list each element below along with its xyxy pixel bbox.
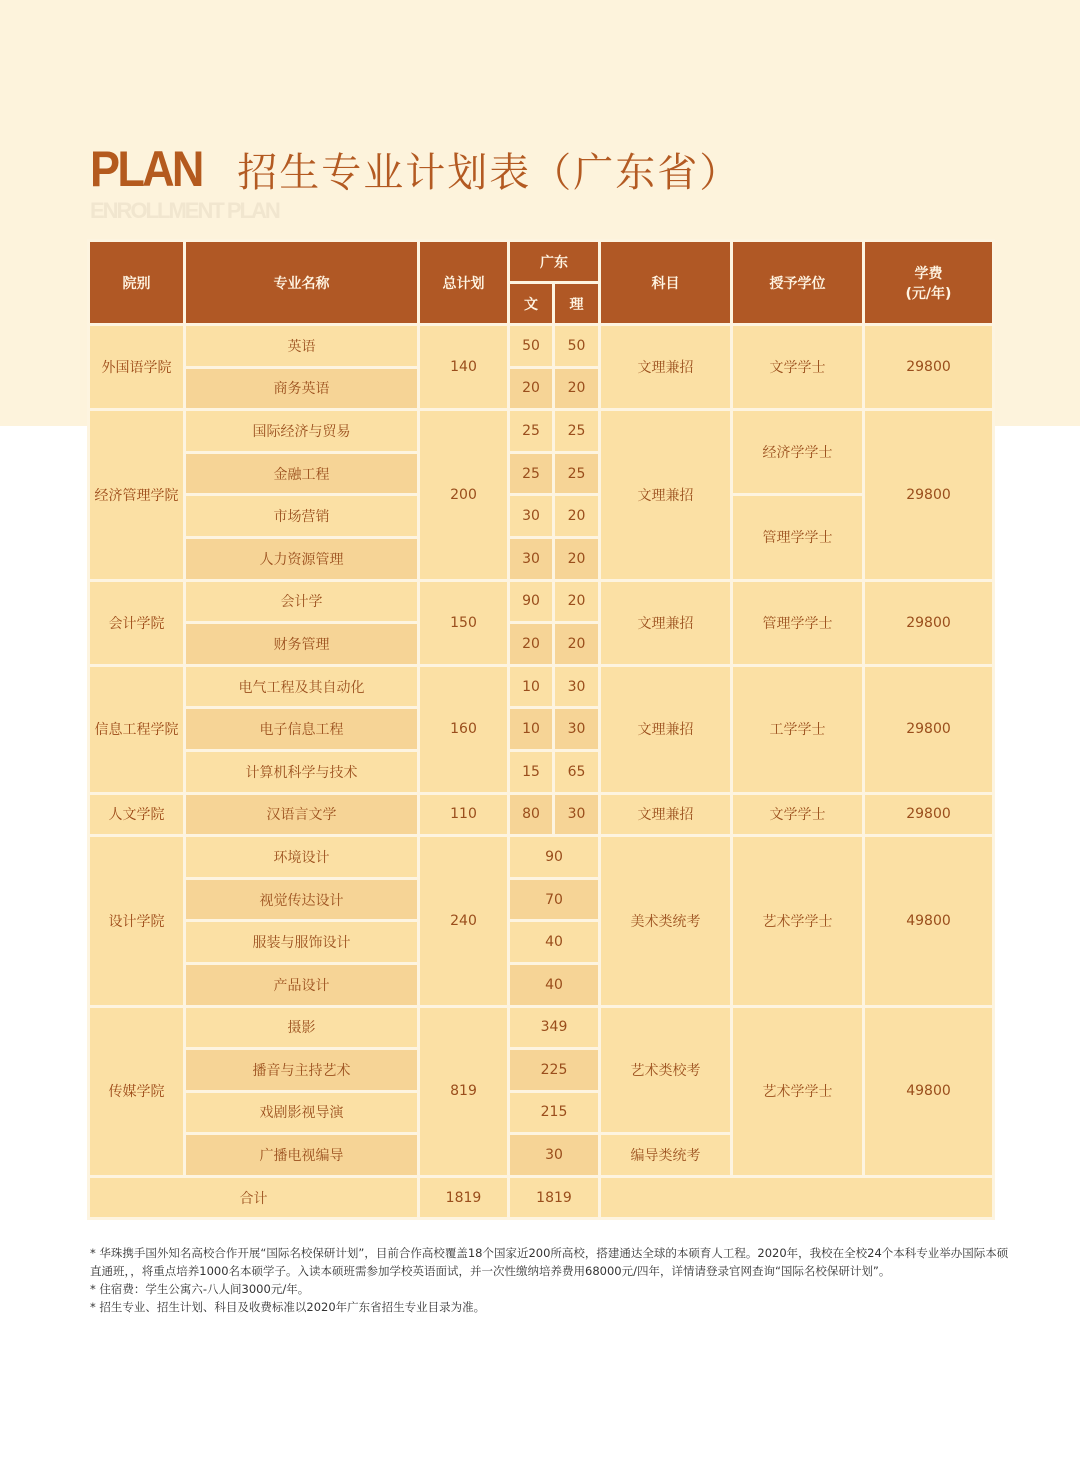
table-row <box>89 325 994 368</box>
major-cell: 人力资源管理 <box>185 537 419 580</box>
dept-cell: 经济管理学院 <box>89 410 185 580</box>
fee-cell: 49800 <box>864 836 994 1006</box>
li-cell: 25 <box>554 452 600 495</box>
major-cell: 商务英语 <box>185 367 419 410</box>
major-cell: 环境设计 <box>185 836 419 879</box>
wen-cell: 20 <box>509 623 554 666</box>
fee-cell: 29800 <box>864 793 994 836</box>
fee-cell: 29800 <box>864 580 994 665</box>
wen-cell: 30 <box>509 495 554 538</box>
subject-cell: 文理兼招 <box>600 325 732 410</box>
header-li: 理 <box>554 283 600 325</box>
total-cell: 150 <box>419 580 509 665</box>
major-cell: 电子信息工程 <box>185 708 419 751</box>
li-cell: 20 <box>554 537 600 580</box>
count-cell: 70 <box>509 878 600 921</box>
table-row <box>89 495 994 538</box>
major-cell: 视觉传达设计 <box>185 878 419 921</box>
major-cell: 汉语言文学 <box>185 793 419 836</box>
major-cell: 市场营销 <box>185 495 419 538</box>
degree-cell: 管理学学士 <box>732 495 864 580</box>
fee-cell: 29800 <box>864 665 994 793</box>
header-region: 广东 <box>509 241 600 283</box>
major-cell: 播音与主持艺术 <box>185 1049 419 1092</box>
major-cell: 电气工程及其自动化 <box>185 665 419 708</box>
header-total: 总计划 <box>419 241 509 325</box>
dept-cell: 会计学院 <box>89 580 185 665</box>
total-row <box>89 1176 994 1219</box>
count-cell: 40 <box>509 921 600 964</box>
major-cell: 金融工程 <box>185 452 419 495</box>
degree-cell: 工学学士 <box>732 665 864 793</box>
li-cell: 30 <box>554 793 600 836</box>
dept-cell: 设计学院 <box>89 836 185 1006</box>
chinese-title: 招生专业计划表（广东省） <box>237 149 742 196</box>
subject-cell: 美术类统考 <box>600 836 732 1006</box>
li-cell: 30 <box>554 665 600 708</box>
total-cell: 110 <box>419 793 509 836</box>
major-cell: 产品设计 <box>185 963 419 1006</box>
fee-cell: 29800 <box>864 410 994 580</box>
wen-cell: 10 <box>509 708 554 751</box>
note-program: * 华珠携手国外知名高校合作开展“国际名校保研计划”，目前合作高校覆盖18个国家近200所高校，搭建通达全球的本硕育人工程。2020年，我校在全校24个本科专业举办国际本硕直通班，，将重点培养1000名本硕学子。入读本硕班需参加学校英语面试，并一次性缴纳培养费用68000元/四年，详情请登录官网查询“国际名校保研计划”。 <box>90 1246 1009 1278</box>
total-cell: 200 <box>419 410 509 580</box>
table-row <box>89 665 994 708</box>
fee-cell: 29800 <box>864 325 994 410</box>
subject-cell: 文理兼招 <box>600 580 732 665</box>
plan-heading: PLAN <box>90 141 202 197</box>
total-cell: 140 <box>419 325 509 410</box>
li-cell: 20 <box>554 367 600 410</box>
header-degree: 授予学位 <box>732 241 864 325</box>
wen-cell: 90 <box>509 580 554 623</box>
major-cell: 财务管理 <box>185 623 419 666</box>
wen-cell: 30 <box>509 537 554 580</box>
count-cell: 349 <box>509 1006 600 1049</box>
dept-cell: 信息工程学院 <box>89 665 185 793</box>
grand-total: 1819 <box>419 1176 509 1219</box>
note-disclaimer: * 招生专业、招生计划、科目及收费标准以2020年广东省招生专业目录为准。 <box>90 1300 486 1314</box>
count-cell: 40 <box>509 963 600 1006</box>
major-cell: 计算机科学与技术 <box>185 750 419 793</box>
region-total: 1819 <box>509 1176 600 1219</box>
li-cell: 65 <box>554 750 600 793</box>
li-cell: 20 <box>554 623 600 666</box>
wen-cell: 80 <box>509 793 554 836</box>
header-major: 专业名称 <box>185 241 419 325</box>
count-cell: 225 <box>509 1049 600 1092</box>
wen-cell: 25 <box>509 452 554 495</box>
degree-cell: 文学学士 <box>732 325 864 410</box>
li-cell: 20 <box>554 580 600 623</box>
degree-cell: 艺术学学士 <box>732 836 864 1006</box>
wen-cell: 15 <box>509 750 554 793</box>
li-cell: 50 <box>554 325 600 368</box>
li-cell: 25 <box>554 410 600 453</box>
degree-cell: 经济学学士 <box>732 410 864 495</box>
major-cell: 会计学 <box>185 580 419 623</box>
total-cell: 240 <box>419 836 509 1006</box>
footnotes <box>90 1244 1010 1316</box>
english-subtitle: ENROLLMENT PLAN <box>90 198 279 223</box>
li-cell: 20 <box>554 495 600 538</box>
table-row <box>89 410 994 453</box>
total-cell: 160 <box>419 665 509 793</box>
dept-cell: 人文学院 <box>89 793 185 836</box>
subject-cell: 文理兼招 <box>600 793 732 836</box>
fee-cell: 49800 <box>864 1006 994 1176</box>
total-blank <box>600 1176 994 1219</box>
count-cell: 215 <box>509 1091 600 1134</box>
header-fee-label: 学费 <box>914 265 943 282</box>
subject-cell: 编导类统考 <box>600 1134 732 1177</box>
dept-cell: 外国语学院 <box>89 325 185 410</box>
header-dept: 院别 <box>89 241 185 325</box>
table-row <box>89 1006 994 1049</box>
dept-cell: 传媒学院 <box>89 1006 185 1176</box>
header-fee-unit: (元/年) <box>905 285 952 302</box>
page-title <box>90 140 741 198</box>
total-label: 合计 <box>89 1176 419 1219</box>
table-row <box>89 836 994 879</box>
degree-cell: 艺术学学士 <box>732 1006 864 1176</box>
major-cell: 摄影 <box>185 1006 419 1049</box>
header-fee <box>864 241 994 325</box>
note-housing: * 住宿费：学生公寓六-八人间3000元/年。 <box>90 1282 310 1296</box>
degree-cell: 管理学学士 <box>732 580 864 665</box>
table-row <box>89 793 994 836</box>
enrollment-plan-table <box>87 239 995 1220</box>
wen-cell: 25 <box>509 410 554 453</box>
wen-cell: 50 <box>509 325 554 368</box>
count-cell: 30 <box>509 1134 600 1177</box>
major-cell: 服装与服饰设计 <box>185 921 419 964</box>
major-cell: 英语 <box>185 325 419 368</box>
count-cell: 90 <box>509 836 600 879</box>
li-cell: 30 <box>554 708 600 751</box>
wen-cell: 20 <box>509 367 554 410</box>
total-cell: 819 <box>419 1006 509 1176</box>
major-cell: 国际经济与贸易 <box>185 410 419 453</box>
table-row <box>89 580 994 623</box>
subject-cell: 艺术类校考 <box>600 1006 732 1134</box>
header-wen: 文 <box>509 283 554 325</box>
wen-cell: 10 <box>509 665 554 708</box>
major-cell: 广播电视编导 <box>185 1134 419 1177</box>
subject-cell: 文理兼招 <box>600 410 732 580</box>
header-subject: 科目 <box>600 241 732 325</box>
subject-cell: 文理兼招 <box>600 665 732 793</box>
degree-cell: 文学学士 <box>732 793 864 836</box>
major-cell: 戏剧影视导演 <box>185 1091 419 1134</box>
